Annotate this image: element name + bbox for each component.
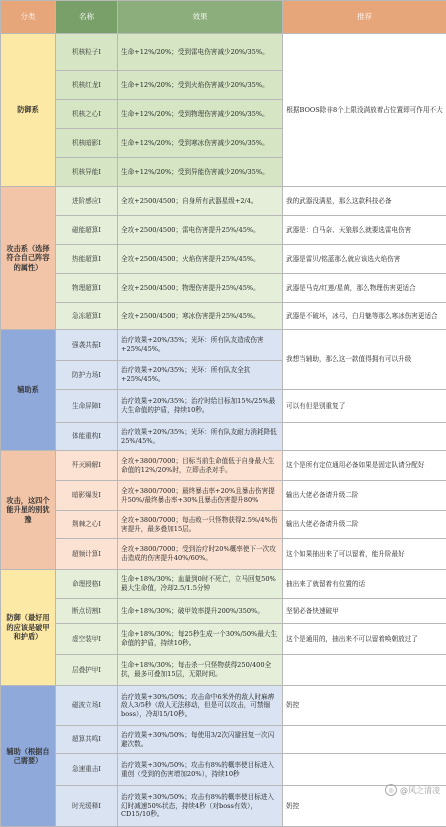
table-row: [1, 686, 446, 726]
effect-cell: 治疗效果+30%/50%；攻击有8%的概率使目标进入重创（受到的伤害增加20%），持续10秒: [118, 754, 283, 786]
effect-cell: 生命+12%/20%；受到异能伤害减少20%/35%。: [118, 158, 283, 187]
tech-name-cell: 磁波立场Ⅰ: [56, 686, 118, 726]
tech-name-cell: 磁能超算Ⅰ: [56, 216, 118, 245]
tech-name-cell: 体能重构Ⅰ: [56, 423, 118, 451]
recommend-cell: 坚韧必备快速破甲: [283, 599, 446, 624]
recommend-cell: 抽出来了就留着有位置的话: [283, 570, 446, 599]
table-row: [1, 754, 446, 786]
tech-name-cell: 时光缓释Ⅰ: [56, 786, 118, 827]
recommend-cell: 奶控: [283, 786, 446, 827]
recommend-cell: 这个是所有定位通用必备如果是固定队请分配好: [283, 451, 446, 481]
recommend-cell: [283, 423, 446, 451]
table-row: [1, 303, 446, 330]
tech-name-cell: 生命屏障Ⅰ: [56, 390, 118, 423]
table-row: [1, 423, 446, 451]
table-row: [1, 726, 446, 754]
recommend-cell: 我想当辅助，那么这一款值得拥有可以升级: [283, 330, 446, 390]
effect-cell: 全攻+2500/4500；寒冰伤害提升25%/45%。: [118, 303, 283, 330]
recommend-cell: 武器是雷贝/铭蓝那么就应该选火焰伤害: [283, 245, 446, 274]
table-row: [1, 570, 446, 599]
tech-name-cell: 荆棘之心Ⅰ: [56, 511, 118, 539]
recommend-cell: 这个如果抽出来了可以留着，能升阶最好: [283, 539, 446, 570]
tech-name-cell: 超频计算Ⅰ: [56, 539, 118, 570]
effect-cell: 生命+12%/20%；受到火焰伤害减少20%/35%。: [118, 71, 283, 100]
effect-cell: 生命+18%/30%；破甲效率提升200%/350%。: [118, 599, 283, 624]
effect-cell: 治疗效果+30%/50%；每使用3/2次闪避回复一次闪避次数。: [118, 726, 283, 754]
table-row: [1, 187, 446, 216]
effect-cell: 全攻+2500/4500；火焰伤害提升25%/45%。: [118, 245, 283, 274]
effect-cell: 治疗效果+20%/35%；光环：所有队友全抗+25%/45%。: [118, 361, 283, 390]
tech-name-cell: 急冻超算Ⅰ: [56, 303, 118, 330]
category-cell: 攻击系（选择符合自己阵容的属性）: [1, 187, 56, 330]
effect-cell: 治疗效果+20%/35%；光环：所有队友造成伤害+25%/45%。: [118, 330, 283, 361]
tech-name-cell: 机核暗影Ⅰ: [56, 129, 118, 158]
tech-name-cell: 热能超算Ⅰ: [56, 245, 118, 274]
effect-cell: 全攻+3800/7000；每击败一只怪物获得2.5%/4%伤害提升，最多叠加15层。: [118, 511, 283, 539]
recommend-cell: [283, 655, 446, 686]
table-row: [1, 511, 446, 539]
tech-name-cell: 进阶感应Ⅰ: [56, 187, 118, 216]
table-row: [1, 481, 446, 511]
recommend-cell: [283, 726, 446, 754]
effect-cell: 生命+12%/20%；受到物理伤害减少20%/35%。: [118, 100, 283, 129]
table-row: [1, 599, 446, 624]
effect-cell: 全攻+3800/7000；目标当前生命值低于自身最大生命值的12%/20%时，立即击杀对手。: [118, 451, 283, 481]
effect-cell: 生命+18%/30%；每击杀一只怪物获得250/400全抗，最多可叠加15层，无限时间。: [118, 655, 283, 686]
effect-cell: 治疗效果+20%/35%；治疗时给目标加15%/25%最大生命值的护盾，持续10秒。: [118, 390, 283, 423]
table-row: [1, 451, 446, 481]
recommend-cell: 我的武器没满星，那么这款科技必备: [283, 187, 446, 216]
table-row: [1, 655, 446, 686]
category-cell: 攻击，这四个能升星的别犹豫: [1, 451, 56, 570]
effect-cell: 生命+12%/20%；受到寒冰伤害减少20%/35%。: [118, 129, 283, 158]
header-name: 名称: [56, 1, 118, 34]
header-recommend: 推荐: [283, 1, 446, 34]
effect-cell: 生命+18%/30%；血量到0时不死亡，立马回复50%最大生命值，冷却2.5/1.5分钟: [118, 570, 283, 599]
recommend-cell: 武器是不破坏，冰弓，白月魅等那么寒冰伤害更适合: [283, 303, 446, 330]
recommend-cell: 武器是马克/红莲/星黄，那么物理伤害更适合: [283, 274, 446, 303]
recommend-cell: 奶控: [283, 686, 446, 726]
category-cell: 防御（最好用的应该是破甲和护盾）: [1, 570, 56, 686]
tech-name-cell: 防护力场Ⅰ: [56, 361, 118, 390]
tech-name-cell: 歼灭瞬解Ⅰ: [56, 451, 118, 481]
tech-name-cell: 机核之心Ⅰ: [56, 100, 118, 129]
recommend-cell: 输出大佬必备请升级二阶: [283, 511, 446, 539]
recommend-cell: 可以有但是别重复了: [283, 390, 446, 423]
table-row: [1, 245, 446, 274]
recommend-cell: 根据BOOS除非8个上限没满放着占位置即可作用不大: [283, 34, 446, 187]
table-header-row: [1, 1, 446, 34]
tech-name-cell: 命理授格Ⅰ: [56, 570, 118, 599]
tech-name-cell: 暗影爆发Ⅰ: [56, 481, 118, 511]
recommend-cell: 武器是：白马奈、天狼那么就要选雷电伤害: [283, 216, 446, 245]
effect-cell: 全攻+3800/7000；最终暴击率+20%且暴击伤害提升50%/最终暴击率+30%且暴击伤害提升80%: [118, 481, 283, 511]
effect-cell: 全攻+2500/4500；自身所有武器星级+2/4。: [118, 187, 283, 216]
table-body: [1, 34, 446, 827]
effect-cell: 全攻+3800/7000；受到治疗时20%概率使下一次攻击造成的伤害提升40%/60%。: [118, 539, 283, 570]
category-cell: 辅助（根据自己需要）: [1, 686, 56, 827]
tech-name-cell: 急速重击Ⅰ: [56, 754, 118, 786]
tech-name-cell: 机核红龙Ⅰ: [56, 71, 118, 100]
effect-cell: 生命+18%/30%；每25秒生成一个30%/50%最大生命值的护盾，持续10秒。: [118, 624, 283, 655]
watermark-text: @风之清凌: [400, 785, 440, 796]
recommend-cell: 这个是通用的，抽出来不可以留着唤朝放过了: [283, 624, 446, 655]
header-category: 分类: [1, 1, 56, 34]
recommend-cell: 输出大佬必备请升级二阶: [283, 481, 446, 511]
tech-name-cell: 超算共鸣Ⅰ: [56, 726, 118, 754]
table-row: [1, 624, 446, 655]
header-effect: 效果: [118, 1, 283, 34]
tech-name-cell: 强袭共振Ⅰ: [56, 330, 118, 361]
table-row: [1, 786, 446, 827]
weibo-icon: ◎: [385, 784, 397, 796]
table-row: [1, 390, 446, 423]
effect-cell: 全攻+2500/4500；雷电伤害提升25%/45%。: [118, 216, 283, 245]
tech-name-cell: 物理超算Ⅰ: [56, 274, 118, 303]
category-cell: 防御系: [1, 34, 56, 187]
effect-cell: 治疗效果+30%/50%；攻击命中6米外的敌人时麻痹敌人3/5秒（敌人无法移动，但是可以攻击，可禁锢boss），冷却15/10秒。: [118, 686, 283, 726]
effect-cell: 全攻+2500/4500；物理伤害提升25%/45%。: [118, 274, 283, 303]
tech-name-cell: 断点切割Ⅰ: [56, 599, 118, 624]
tech-name-cell: 层叠护甲Ⅰ: [56, 655, 118, 686]
table-row: [1, 539, 446, 570]
tech-name-cell: 机核异能Ⅰ: [56, 158, 118, 187]
effect-cell: 治疗效果+30%/50%；攻击有8%的概率使目标进入幻时减速50%状态，持续4秒（对boss有效），CD15/10秒。: [118, 786, 283, 827]
table-row: [1, 34, 446, 71]
table-row: [1, 274, 446, 303]
recommend-cell: [283, 754, 446, 786]
table-row: [1, 330, 446, 361]
effect-cell: 治疗效果+20%/35%；光环：所有队友耐力消耗降低25%/45%。: [118, 423, 283, 451]
table-row: [1, 216, 446, 245]
category-cell: 辅助系: [1, 330, 56, 451]
watermark: [385, 784, 440, 796]
tech-name-cell: 虚空装甲Ⅰ: [56, 624, 118, 655]
tech-name-cell: 机核粒子Ⅰ: [56, 34, 118, 71]
effect-cell: 生命+12%/20%；受到雷电伤害减少20%/35%。: [118, 34, 283, 71]
